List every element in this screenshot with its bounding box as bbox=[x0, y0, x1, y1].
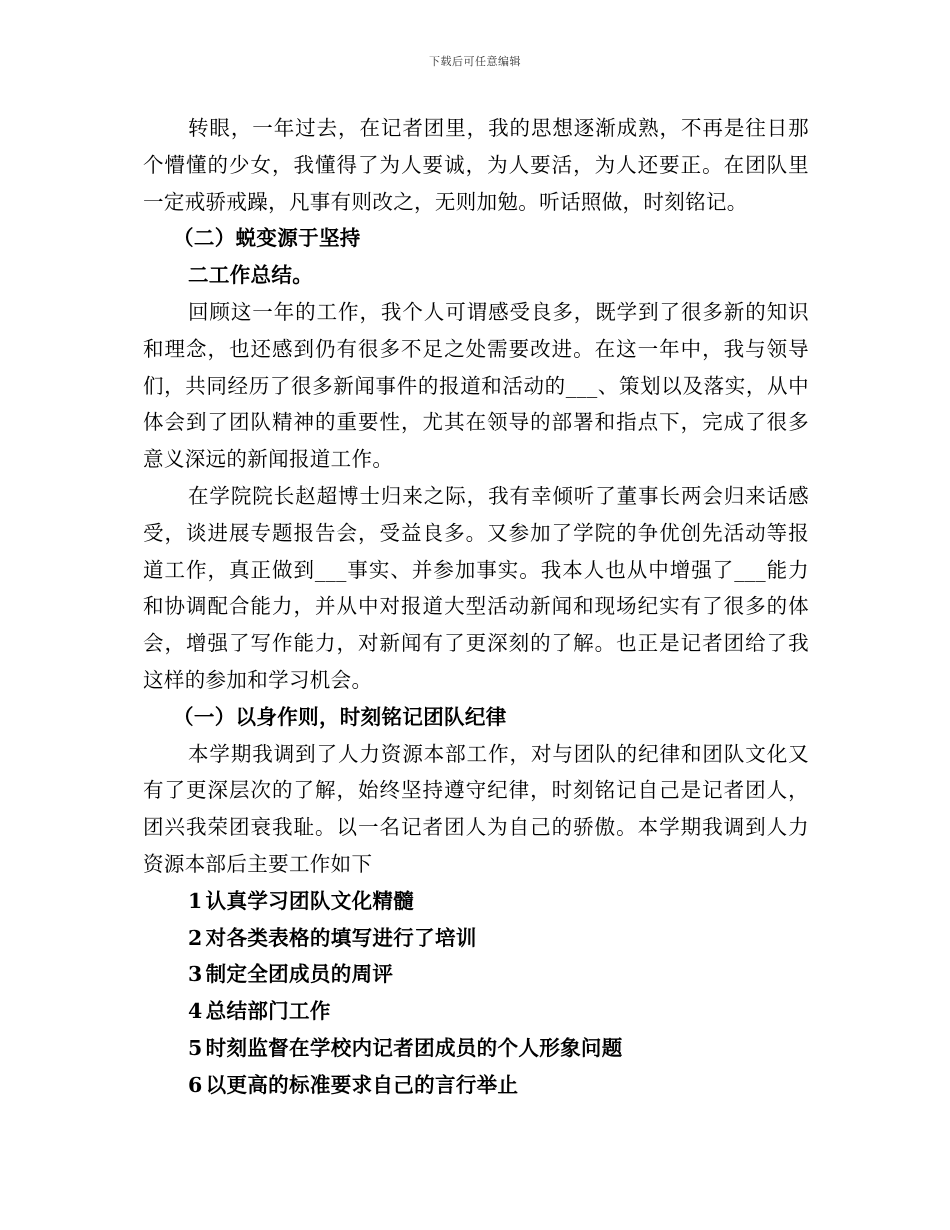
paragraph-activities: 在学院院长赵超博士归来之际，我有幸倾听了董事长两会归来话感受，谈进展专题报告会，受益良多。又参加了学院的争优创先活动等报道工作，真正做到___事实、并参加事实。我本人也从中增强了___能力和协调配合能力，并从中对报道大型活动新闻和现场纪实有了很多的体会，增强了写作能力，对新闻有了更深刻的了解。也正是记者团给了我这样的参加和学习机会。 bbox=[143, 483, 809, 692]
list-item-number: 3 bbox=[188, 962, 203, 987]
list-item bbox=[143, 1067, 809, 1104]
list-item-text: 总结部门工作 bbox=[205, 999, 331, 1024]
list-item-text: 对各类表格的填写进行了培训 bbox=[205, 925, 477, 950]
list-item-text: 时刻监督在学校内记者团成员的个人形象问题 bbox=[205, 1035, 623, 1060]
page-header-note: 下载后可任意编辑 bbox=[429, 55, 521, 68]
list-item-number: 5 bbox=[188, 1035, 203, 1060]
paragraph-review: 回顾这一年的工作，我个人可谓感受良多，既学到了很多新的知识和理念，也还感到仍有很多不足之处需要改进。在这一年中，我与领导们，共同经历了很多新闻事件的报道和活动的___、策划以及落实，从中体会到了团队精神的重要性，尤其在领导的部署和指点下，完成了很多意义深远的新闻报道工作。 bbox=[143, 299, 809, 472]
list-item bbox=[143, 993, 809, 1030]
section-heading-transformation: （二）蜕变源于坚持 bbox=[173, 226, 361, 251]
section-heading-work-summary: 二工作总结。 bbox=[188, 263, 314, 288]
paragraph-intro: 转眼，一年过去，在记者团里，我的思想逐渐成熟，不再是往日那个懵懂的少女，我懂得了为人要诚，为人要活，为人还要正。在团队里一定戒骄戒躁，凡事有则改之，无则加勉。听话照做，时刻铭记。 bbox=[143, 116, 809, 214]
list-item-text: 制定全团成员的周评 bbox=[205, 962, 394, 987]
list-item-number: 1 bbox=[188, 888, 203, 913]
list-item bbox=[143, 883, 809, 920]
work-item-list bbox=[143, 883, 809, 1104]
list-item bbox=[143, 1030, 809, 1067]
document-body bbox=[143, 110, 809, 1104]
list-item-number: 4 bbox=[188, 999, 203, 1024]
list-item bbox=[143, 920, 809, 957]
list-item-text: 认真学习团队文化精髓 bbox=[205, 888, 415, 913]
list-item-text: 以更高的标准要求自己的言行举止 bbox=[205, 1072, 519, 1097]
list-item-number: 6 bbox=[188, 1072, 203, 1097]
list-item bbox=[143, 956, 809, 993]
paragraph-hr-department: 本学期我调到了人力资源本部工作，对与团队的纪律和团队文化又有了更深层次的了解，始终坚持遵守纪律，时刻铭记自己是记者团人，团兴我荣团衰我耻。以一名记者团人为自己的骄傲。本学期我调到人力资源本部后主要工作如下 bbox=[143, 741, 809, 876]
section-heading-discipline: （一）以身作则，时刻铭记团队纪律 bbox=[173, 704, 507, 729]
list-item-number: 2 bbox=[188, 925, 203, 950]
